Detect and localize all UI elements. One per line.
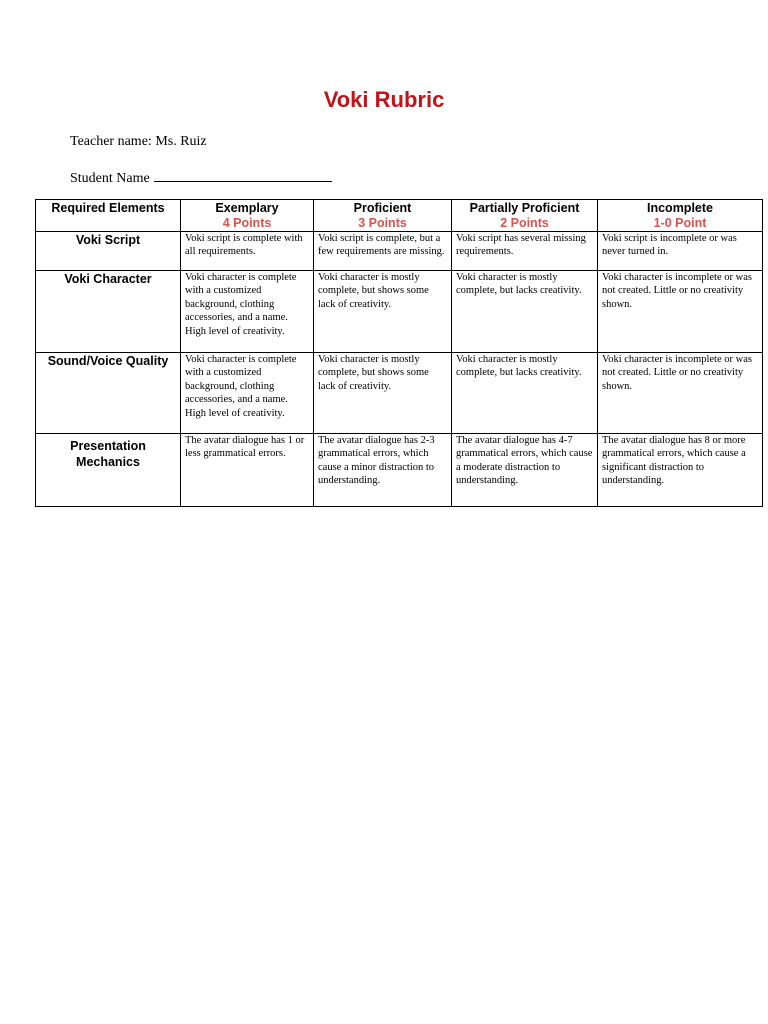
table-cell: Voki script has several missing requirements.	[452, 232, 598, 271]
header-points: 4 Points	[222, 216, 272, 230]
row-element-label: Sound/Voice Quality	[36, 353, 181, 434]
student-name-line	[70, 169, 332, 188]
header-label: Exemplary	[215, 201, 279, 215]
header-label: Partially Proficient	[469, 201, 580, 215]
table-cell: Voki character is mostly complete, but lacks creativity.	[452, 271, 598, 353]
table-cell: Voki character is incomplete or was not created. Little or no creativity shown.	[598, 271, 763, 353]
table-cell: Voki character is complete with a customized background, clothing accessories, and a name. High level of creativity.	[181, 271, 314, 353]
header-label: Required Elements	[51, 201, 165, 215]
header-partially-proficient	[452, 200, 598, 232]
table-cell: Voki script is complete with all requirements.	[181, 232, 314, 271]
header-exemplary	[181, 200, 314, 232]
header-label: Proficient	[353, 201, 412, 215]
row-element-label: Presentation Mechanics	[36, 434, 181, 507]
table-cell: The avatar dialogue has 4-7 grammatical errors, which cause a moderate distraction to understanding.	[452, 434, 598, 507]
table-cell: Voki character is incomplete or was not created. Little or no creativity shown.	[598, 353, 763, 434]
table-cell: The avatar dialogue has 8 or more grammatical errors, which cause a significant distraction to understanding.	[598, 434, 763, 507]
table-cell: Voki script is complete, but a few requirements are missing.	[314, 232, 452, 271]
table-row	[36, 232, 763, 271]
student-name-label: Student Name	[70, 171, 150, 186]
row-element-label: Voki Character	[36, 271, 181, 353]
header-required-elements	[36, 200, 181, 232]
table-cell: Voki character is mostly complete, but shows some lack of creativity.	[314, 271, 452, 353]
table-cell: Voki character is mostly complete, but shows some lack of creativity.	[314, 353, 452, 434]
header-incomplete	[598, 200, 763, 232]
header-points: 1-0 Point	[653, 216, 707, 230]
row-element-label: Voki Script	[36, 232, 181, 271]
header-proficient	[314, 200, 452, 232]
student-name-blank	[154, 169, 332, 182]
document-title: Voki Rubric	[323, 87, 445, 112]
table-row	[36, 434, 763, 507]
table-header-row	[36, 200, 763, 232]
teacher-name-value: Ms. Ruiz	[155, 134, 207, 149]
header-label: Incomplete	[647, 201, 713, 215]
table-row	[36, 271, 763, 353]
rubric-table	[35, 199, 763, 507]
header-points: 3 Points	[358, 216, 407, 230]
table-cell: Voki character is mostly complete, but lacks creativity.	[452, 353, 598, 434]
teacher-name-line	[70, 133, 207, 151]
teacher-name-label: Teacher name:	[70, 134, 152, 149]
table-cell: Voki character is complete with a customized background, clothing accessories, and a name. High level of creativity.	[181, 353, 314, 434]
table-cell: Voki script is incomplete or was never turned in.	[598, 232, 763, 271]
table-cell: The avatar dialogue has 2-3 grammatical errors, which cause a minor distraction to understanding.	[314, 434, 452, 507]
header-points: 2 Points	[500, 216, 549, 230]
table-row	[36, 353, 763, 434]
table-cell: The avatar dialogue has 1 or less grammatical errors.	[181, 434, 314, 507]
